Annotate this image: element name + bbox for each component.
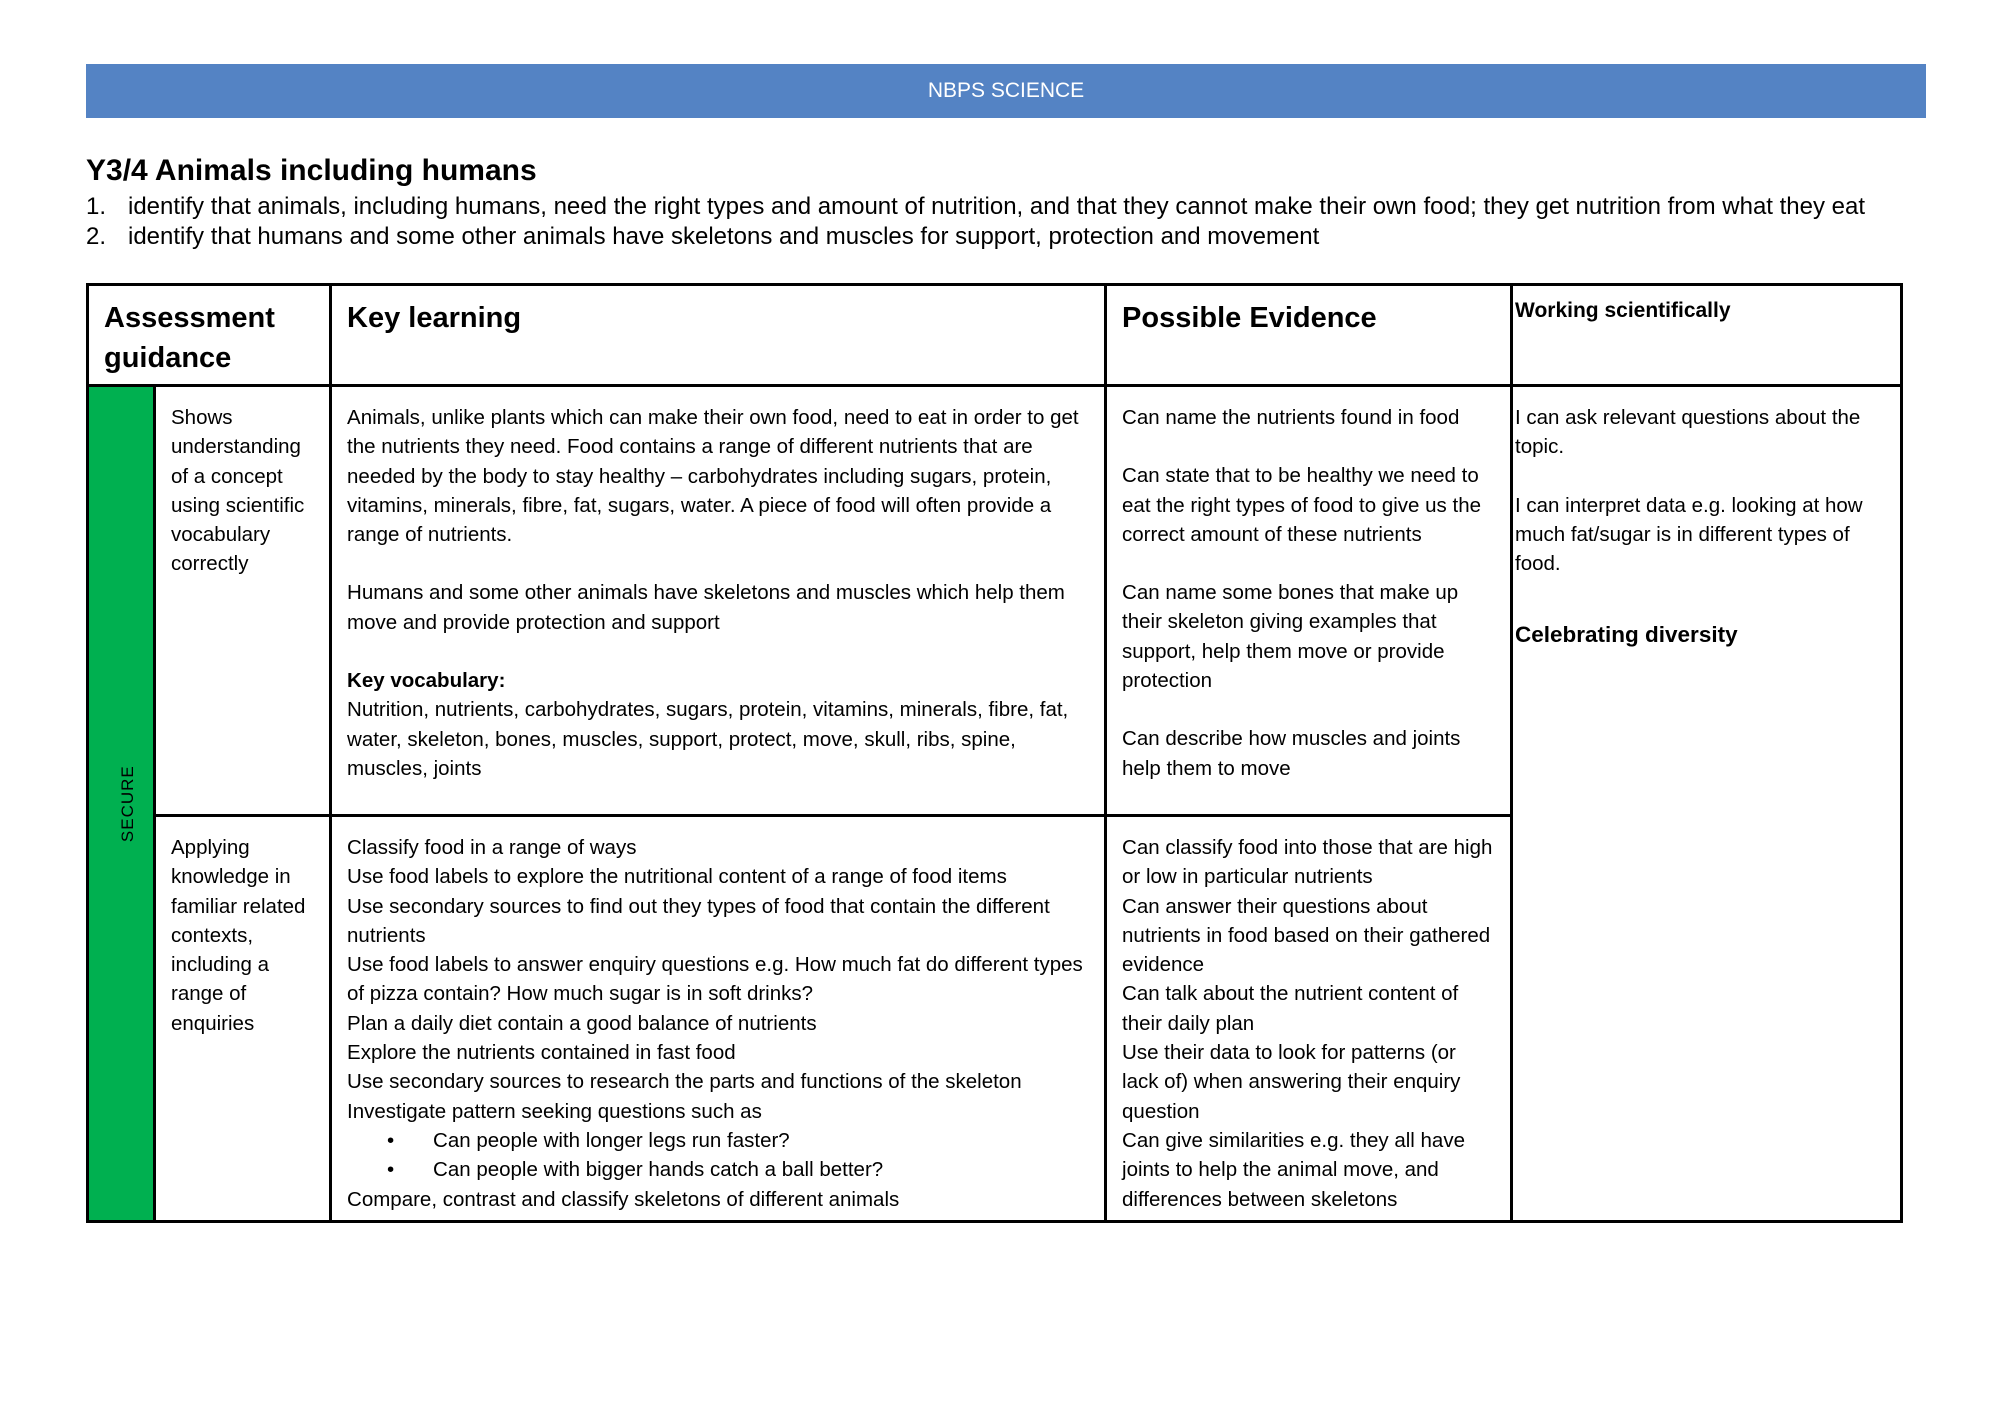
objective-text: identify that animals, including humans, need the right types and amount of nutrition, and that they cannot make their own food; they get nutrition from what they eat bbox=[128, 193, 1866, 220]
key-vocabulary-heading: Key vocabulary: bbox=[347, 669, 506, 693]
key-learning-line: Explore the nutrients contained in fast food bbox=[347, 1041, 736, 1065]
header-key-learning: Key learning bbox=[331, 285, 1106, 386]
header-banner: NBPS SCIENCE bbox=[86, 64, 1926, 118]
guidance-cell bbox=[155, 816, 331, 1222]
key-learning-line: Compare, contrast and classify skeletons of different animals bbox=[347, 1187, 900, 1211]
evidence-cell bbox=[1106, 816, 1512, 1222]
header-possible-evidence: Possible Evidence bbox=[1106, 285, 1512, 386]
celebrating-diversity-heading: Celebrating diversity bbox=[1515, 622, 1738, 648]
enquiry-question: • Can people with longer legs run faster? bbox=[387, 1126, 1090, 1155]
working-scientifically-item: I can interpret data e.g. looking at how much fat/sugar is in different types of food. bbox=[1515, 493, 1863, 576]
key-learning-line: Plan a daily diet contain a good balance of nutrients bbox=[347, 1011, 817, 1035]
objective-text: identify that humans and some other animals have skeletons and muscles for support, protection and movement bbox=[128, 223, 1320, 250]
evidence-item: Can give similarities e.g. they all have joints to help the animal move, and differences between skeletons bbox=[1122, 1128, 1465, 1211]
objective-number: 2. bbox=[86, 223, 107, 250]
evidence-item: Can state that to be healthy we need to eat the right types of food to give us the correct amount of these nutrients bbox=[1122, 464, 1481, 546]
guidance-text: Applying knowledge in familiar related contexts, including a range of enquiries bbox=[171, 836, 306, 1035]
key-learning-line: Use secondary sources to find out they types of food that contain the different nutrients bbox=[347, 894, 1050, 947]
secure-label: SECURE bbox=[117, 765, 137, 843]
objectives-list bbox=[86, 192, 1916, 252]
working-scientifically-cell bbox=[1512, 386, 1902, 1222]
evidence-item: Can answer their questions about nutrients in food based on their gathered evidence bbox=[1122, 894, 1491, 977]
evidence-item: Can name the nutrients found in food bbox=[1122, 406, 1460, 429]
objective-item bbox=[86, 192, 1916, 222]
key-learning-cell bbox=[331, 816, 1106, 1222]
guidance-cell bbox=[155, 386, 331, 816]
objective-number: 1. bbox=[86, 193, 107, 220]
key-learning-line: Use food labels to explore the nutritional content of a range of food items bbox=[347, 865, 1007, 889]
key-learning-paragraph: Humans and some other animals have skeletons and muscles which help them move and provide protection and support bbox=[347, 581, 1065, 634]
key-learning-line: Classify food in a range of ways bbox=[347, 836, 637, 859]
evidence-item: Can describe how muscles and joints help them to move bbox=[1122, 727, 1461, 780]
key-learning-paragraph: Animals, unlike plants which can make their own food, need to eat in order to get the nutrients they need. Food contains a range of different nutrients that are needed by the body to stay healthy – carbohydrates including sugars, protein, vitamins, minerals, fibre, fat, sugars, water. A piece of food will often provide a range of nutrients. bbox=[347, 406, 1079, 547]
key-learning-cell bbox=[331, 386, 1106, 816]
assessment-table bbox=[86, 283, 1903, 1223]
evidence-cell bbox=[1106, 386, 1512, 816]
enquiry-question: • Can people with bigger hands catch a ball better? bbox=[387, 1155, 1090, 1184]
secure-band bbox=[88, 386, 155, 1222]
header-assessment-guidance: Assessment guidance bbox=[88, 285, 331, 386]
key-vocabulary-list: Nutrition, nutrients, carbohydrates, sugars, protein, vitamins, minerals, fibre, fat, water, skeleton, bones, muscles, support, protect, move, skull, ribs, spine, muscles, joints bbox=[347, 698, 1069, 780]
working-scientifically-item: I can ask relevant questions about the topic. bbox=[1515, 406, 1861, 459]
evidence-item: Use their data to look for patterns (or lack of) when answering their enquiry question bbox=[1122, 1041, 1461, 1123]
guidance-text: Shows understanding of a concept using scientific vocabulary correctly bbox=[171, 406, 305, 576]
key-learning-line: Use food labels to answer enquiry questions e.g. How much fat do different types of pizza contain? How much sugar is in soft drinks? bbox=[347, 953, 1083, 1006]
table-header-row bbox=[88, 285, 1902, 386]
key-learning-line: Use secondary sources to research the parts and functions of the skeleton bbox=[347, 1070, 1022, 1094]
key-learning-line: Investigate pattern seeking questions such as bbox=[347, 1099, 762, 1123]
header-working-scientifically: Working scientifically bbox=[1512, 285, 1902, 386]
objective-item bbox=[86, 222, 1916, 252]
evidence-item: Can talk about the nutrient content of their daily plan bbox=[1122, 982, 1459, 1035]
page-title: Y3/4 Animals including humans bbox=[86, 154, 537, 187]
evidence-item: Can name some bones that make up their skeleton giving examples that support, help them move or provide protection bbox=[1122, 581, 1459, 693]
enquiry-question-list bbox=[347, 1126, 1090, 1185]
evidence-item: Can classify food into those that are high or low in particular nutrients bbox=[1122, 836, 1493, 889]
table-row bbox=[88, 386, 1902, 816]
